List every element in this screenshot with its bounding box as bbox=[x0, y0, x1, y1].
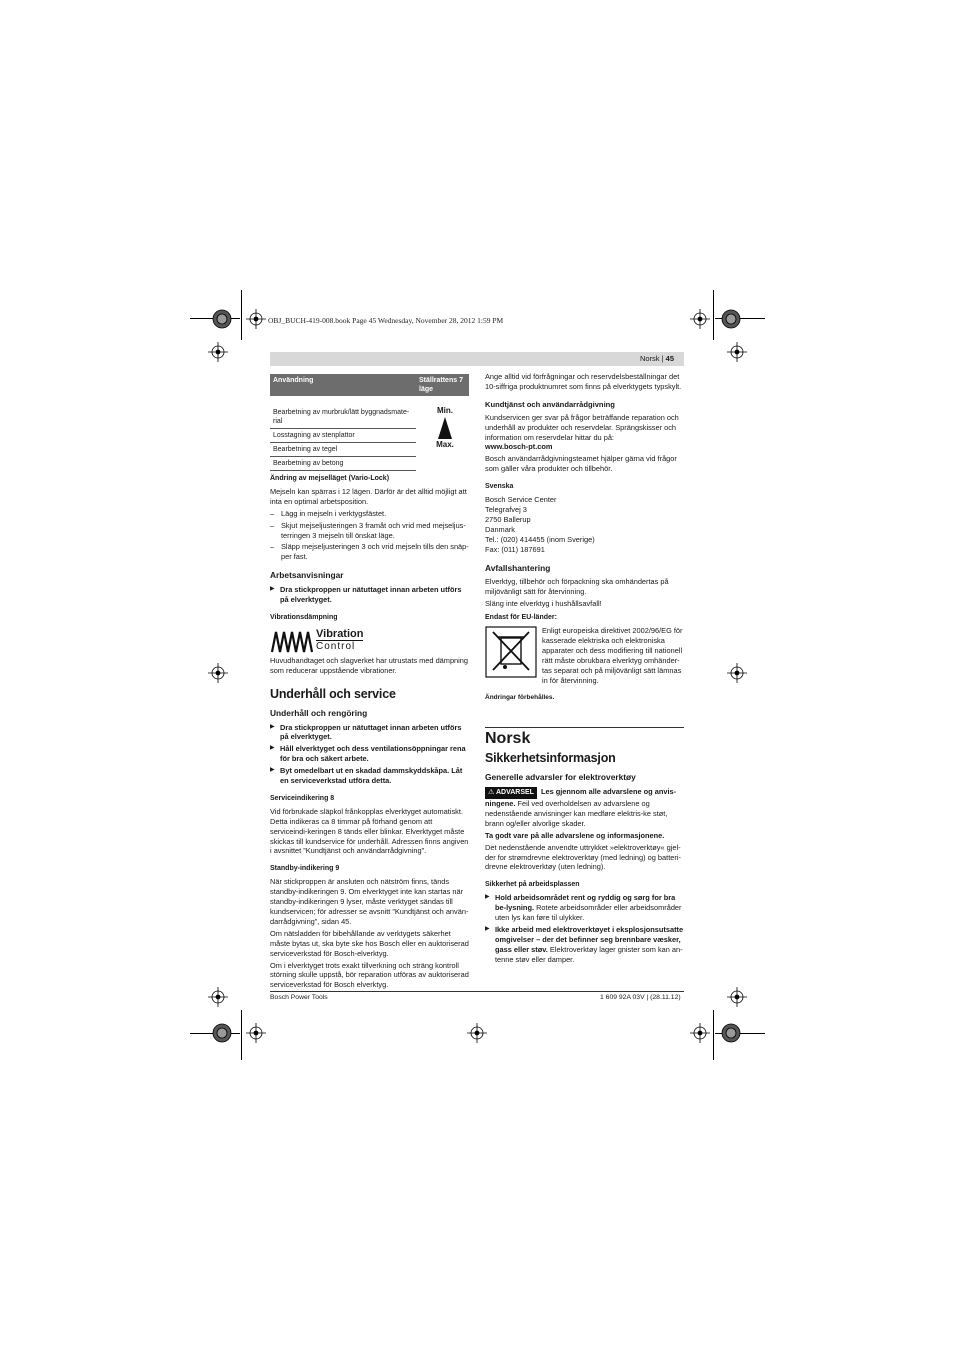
standby-text: När stickproppen är ansluten och nätström finns, tänds standby-indikeringen 9. Om elverktyget inte kan startas när standby-indikeringen 9 lyser, måste verktyget sändas till kundservicen; för adresser se avsnitt ”Kundtjänst och använ-darrådgivning”, sidan 45. bbox=[270, 877, 469, 926]
eu-heading: Endast för EU-länder: bbox=[485, 614, 557, 622]
vib-text: Huvudhandtaget och slagverket har utrustats med dämpning som reducerar uppstående vibrationer. bbox=[270, 655, 469, 675]
address-line: Telegrafvej 3 bbox=[485, 504, 527, 514]
address-block bbox=[485, 495, 684, 554]
vib-logo-bottom: Control bbox=[316, 641, 356, 653]
avfall-text: Elverktyg, tillbehör och förpackning ska omhändertas på miljövänligt sätt för återvinning. bbox=[485, 577, 669, 597]
vario-step: – Skjut mejseljusteringen 3 framåt och vrid med mejseljus-terringen 3 mejseln till önskat läge. bbox=[270, 521, 469, 541]
intro-text: Ange alltid vid förfrågningar och reservdelsbeställningar det 10-siffriga produktnumret som finns på elverktygets typskylt. bbox=[485, 372, 682, 391]
page-header bbox=[270, 352, 684, 366]
address-line: Danmark bbox=[485, 524, 515, 534]
section-divider bbox=[485, 727, 684, 748]
address-line: Fax: (011) 187691 bbox=[485, 544, 545, 554]
rengoring-bullet: ▶ Håll elverktyget och dess ventilationsöppningar rena för bra och säkert arbete. bbox=[270, 744, 469, 764]
service-heading: Underhåll och service bbox=[270, 686, 396, 701]
max-label: Max. bbox=[436, 439, 454, 449]
print-info: OBJ_BUCH-419-008.book Page 45 Wednesday, November 28, 2012 1:59 PM bbox=[268, 316, 504, 325]
svenska-heading: Svenska bbox=[485, 483, 514, 491]
vario-step: – Lägg in mejseln i verktygsfästet. bbox=[270, 509, 469, 519]
advarsel-bold: Les gjennom alle advarslene og anvis-ningene. bbox=[485, 787, 677, 808]
andringar: Ändringar förbehålles. bbox=[485, 694, 555, 702]
eu-text: Enligt europeiska direktivet 2002/96/EG för kasserade elektriska och elektroniska apparater och dess modifiering till nationell rätt måste obrukbara elverktyg omhänder-tas separat och på miljövänligt sätt lämnas in för återvinning. bbox=[542, 626, 683, 685]
generelle-heading: Generelle advarsler for elektroverktøy bbox=[485, 772, 636, 783]
natsladd-text: Om nätsladden för bibehållande av verktygets säkerhet måste bytas ut, ska byte ske hos Bosch eller en auktoriserad serviceverkstad för Bosch-elverktyg. bbox=[270, 928, 469, 958]
storning-text: Om i elverktyget trots exakt tillverkning och sträng kontroll störning skulle uppstå, bör reparation utföras av auktoriserad serviceverkstad för Bosch elverktyg. bbox=[270, 960, 469, 990]
min-label: Min. bbox=[437, 406, 453, 415]
header-label: Norsk | 45 bbox=[639, 354, 674, 363]
serviceind-text: Vid förbrukade släpkol frånkopplas elverktyget automatiskt. Detta indikeras ca 8 timmar på förhand genom att serviceindi-keringen 8 tänds eller blinkar. Elverktyget måste skickas till kundservice för underhåll. Adressen finns angiven i avsnittet ”Kundtjänst och användarrådgivning”. bbox=[270, 806, 469, 856]
sikkerhet-heading: Sikkerhet på arbeidsplassen bbox=[485, 881, 580, 889]
header-page-number: 45 bbox=[665, 354, 674, 363]
rengoring-bullet: ▶ Byt omedelbart ut en skadad dammskyddskåpa. Låt en serviceverkstad utföra detta. bbox=[270, 766, 469, 786]
vario-step: – Släpp mejseljusteringen 3 och vrid mejseln tills den snäp-per fast. bbox=[270, 542, 469, 562]
avfall-text2: Släng inte elverktyg i hushållsavfall! bbox=[485, 599, 602, 609]
serviceind-heading: Serviceindikering 8 bbox=[270, 794, 335, 802]
right-column bbox=[485, 372, 684, 967]
vibration-wave-icon bbox=[270, 628, 314, 654]
footer-brand: Bosch Power Tools bbox=[270, 994, 328, 1001]
vario-text: Mejseln kan spärras i 12 lägen. Därför är det alltid möjligt att inta en optimal arbetsposition. bbox=[270, 486, 467, 506]
address-line: Bosch Service Center bbox=[485, 495, 557, 505]
header-language: Norsk bbox=[639, 354, 660, 363]
advarsel-paragraph bbox=[485, 787, 684, 829]
increase-triangle-icon bbox=[438, 417, 452, 439]
vario-heading: Ändring av mejselläget (Vario-Lock) bbox=[270, 475, 390, 482]
kund-text2: Bosch användarrådgivningsteamet hjälper gärna vid frågor som gäller våra produkter och tillbehör. bbox=[485, 454, 677, 474]
begrep-text: Det nedenstående anvendte uttrykket »elektroverktøy« gjel-der for strømdrevne elektroverktøy (med ledning) og batteri-drevne elektroverktøy (uten ledning). bbox=[485, 842, 681, 872]
sikkerhet-bullet: ▶ Hold arbeidsområdet rent og ryddig og sørg for bra be-lysning. Rotete arbeidsområder eller arbeidsområder uten lys kan føre til ulykker. bbox=[485, 893, 684, 923]
arbets-heading: Arbetsanvisningar bbox=[270, 570, 344, 581]
vib-heading: Vibrationsdämpning bbox=[270, 613, 338, 621]
footer-doc-number: 1 609 92A 03V | (28.11.12) bbox=[600, 994, 681, 1001]
vibration-control-logo bbox=[270, 626, 469, 656]
avfall-heading: Avfallshantering bbox=[485, 562, 551, 573]
address-line: Tel.: (020) 414455 (inom Sverige) bbox=[485, 534, 595, 544]
standby-heading: Standby-indikering 9 bbox=[270, 865, 340, 873]
vib-logo-top: Vibration bbox=[316, 628, 364, 641]
warning-badge: ⚠ ADVARSEL bbox=[485, 787, 537, 799]
left-column bbox=[270, 374, 469, 992]
ta-vare: Ta godt vare på alle advarslene og informasjonene. bbox=[485, 830, 665, 840]
eu-block bbox=[485, 626, 684, 685]
table-row: Bearbetning av murbruk/lätt byggnadsmate-rial bbox=[270, 396, 416, 429]
arbets-bullet: ▶ Dra stickproppen ur nätuttaget innan arbeten utförs på elverktyget. bbox=[270, 585, 469, 605]
advarsel-text: Feil ved overholdelsen av advarslene og nedenstående anvisninger kan medføre elektris-ke støt, brann og/eller alvorlige skader. bbox=[485, 799, 668, 828]
rengoring-bullet: ▶ Dra stickproppen ur nätuttaget innan arbeten utförs på elverktyget. bbox=[270, 723, 469, 743]
table-row: Bearbetning av betong bbox=[270, 457, 416, 471]
kund-url[interactable]: www.bosch-pt.com bbox=[485, 442, 553, 452]
min-max-indicator bbox=[430, 406, 460, 450]
crossed-bin-icon bbox=[485, 626, 537, 678]
footer-divider bbox=[270, 991, 684, 992]
table-row: Bearbetning av tegel bbox=[270, 443, 416, 457]
kund-text: Kundservicen ger svar på frågor beträffande reparation och underhåll av produkter och reservdelar. Sprängskisser och information om reservdelar hittar du på: bbox=[485, 412, 679, 442]
rengoring-heading: Underhåll och rengöring bbox=[270, 707, 368, 718]
sikker-heading: Sikkerhetsinformasjon bbox=[485, 751, 616, 766]
table-header-position: Ställrattens 7 läge bbox=[416, 374, 469, 396]
norsk-heading: Norsk bbox=[485, 730, 531, 748]
address-line: 2750 Ballerup bbox=[485, 514, 531, 524]
kund-heading: Kundtjänst och användarrådgivning bbox=[485, 399, 615, 409]
table-row: Losstagning av stenplattor bbox=[270, 429, 416, 443]
table-header-usage: Användning bbox=[270, 374, 416, 396]
sikkerhet-bullet: ▶ Ikke arbeid med elektroverktøyet i eksplosjonsutsatte omgivelser – der det befinner seg brennbare væsker, gass eller støv. Elektroverktøy lager gnister som kan an-tenne støv eller damper. bbox=[485, 925, 684, 965]
